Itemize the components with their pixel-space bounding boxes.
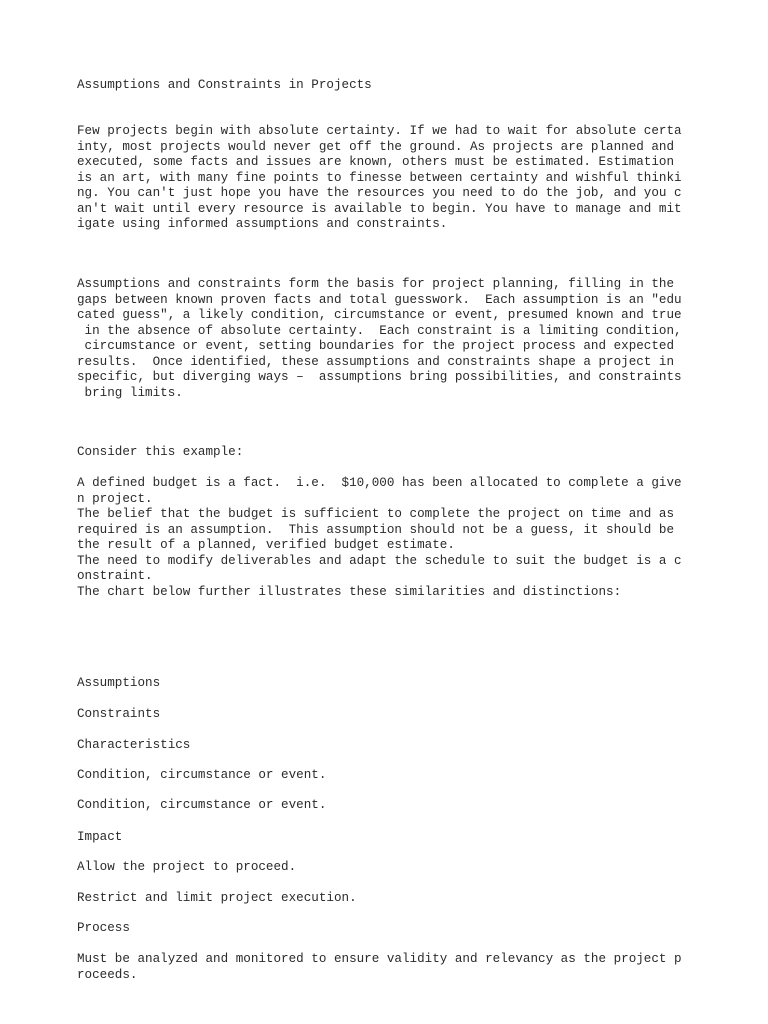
paragraph-line: executed, some facts and issues are known, others must be estimated. Estimation: [77, 155, 675, 169]
paragraph-line: The chart below further illustrates these similarities and distinctions:: [77, 584, 622, 599]
paragraph-line: The belief that the budget is sufficient to complete the project on time and as: [77, 507, 675, 521]
table-cell: Restrict and limit project execution.: [77, 891, 357, 905]
paragraph-line: in the absence of absolute certainty. Each constraint is a limiting condition,: [77, 323, 682, 338]
table-row-label-process: Process: [77, 921, 130, 935]
paragraph-line: Must be analyzed and monitored to ensure validity and relevancy as the project p: [77, 952, 682, 966]
paragraph-line: results. Once identified, these assumptions and constraints shape a project in: [77, 354, 675, 369]
document-title: Assumptions and Constraints in Projects: [77, 78, 372, 92]
paragraph-line: Assumptions and constraints form the basis for project planning, filling in the: [77, 277, 675, 291]
paragraph-line: roceeds.: [77, 967, 138, 982]
paragraph-line: ng. You can't just hope you have the resources you need to do the job, and you c: [77, 186, 682, 200]
example-heading: Consider this example:: [77, 445, 244, 459]
paragraph-line: inty, most projects would never get off the ground. As projects are planned and: [77, 139, 675, 154]
table-row-label-characteristics: Characteristics: [77, 738, 191, 752]
paragraph-line: onstraint.: [77, 569, 153, 583]
paragraph-line: n project.: [77, 491, 153, 506]
paragraph-line: required is an assumption. This assumption should not be a guess, it should be: [77, 522, 675, 537]
table-cell: Condition, circumstance or event.: [77, 768, 327, 782]
paragraph-line: is an art, with many fine points to finesse between certainty and wishful thinki: [77, 170, 682, 185]
paragraph-line: the result of a planned, verified budget estimate.: [77, 538, 455, 552]
paragraph-line: The need to modify deliverables and adapt the schedule to suit the budget is a c: [77, 553, 682, 568]
paragraph-line: an't wait until every resource is available to begin. You have to manage and mit: [77, 201, 682, 216]
paragraph-line: gaps between known proven facts and total guesswork. Each assumption is an "edu: [77, 292, 682, 307]
table-header-assumptions: Assumptions: [77, 676, 161, 690]
paragraph-line: cated guess", a likely condition, circumstance or event, presumed known and true: [77, 308, 682, 322]
table-cell: Allow the project to proceed.: [77, 860, 297, 874]
table-cell: Condition, circumstance or event.: [77, 798, 327, 812]
paragraph-line: igate using informed assumptions and constraints.: [77, 217, 448, 231]
paragraph-line: bring limits.: [77, 385, 183, 400]
paragraph-line: A defined budget is a fact. i.e. $10,000 has been allocated to complete a give: [77, 476, 682, 490]
paragraph-line: circumstance or event, setting boundaries for the project process and expected: [77, 339, 675, 353]
paragraph-line: Few projects begin with absolute certainty. If we had to wait for absolute certa: [77, 124, 682, 138]
paragraph-line: specific, but diverging ways – assumptions bring possibilities, and constraints: [77, 370, 682, 384]
table-row-label-impact: Impact: [77, 830, 123, 844]
table-header-constraints: Constraints: [77, 707, 161, 721]
